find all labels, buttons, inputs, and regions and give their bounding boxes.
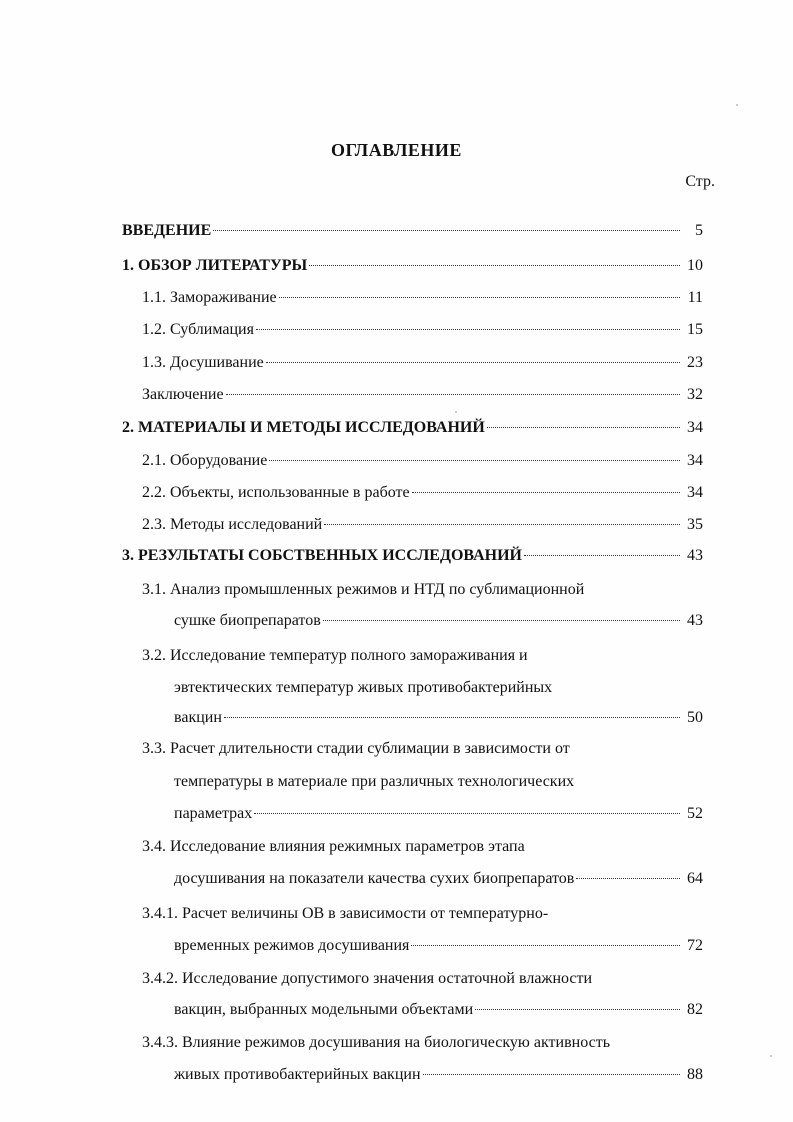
toc-label: 2.1. Оборудование	[142, 452, 268, 469]
toc-page-number: 10	[687, 257, 703, 274]
leader-dots	[269, 460, 680, 461]
toc-page-number: 35	[687, 516, 703, 533]
toc-entry-3-4-line1[interactable]: 3.4. Исследование влияния режимных параметров этапа	[142, 838, 525, 855]
page-title: ОГЛАВЛЕНИЕ	[331, 140, 462, 160]
toc-entry-2-3[interactable]	[142, 516, 703, 540]
toc-page-number: 82	[687, 1001, 703, 1018]
toc-entry-3-4-2[interactable]	[174, 1001, 703, 1025]
toc-label: 1.2. Сублимация	[142, 321, 254, 338]
leader-dots	[256, 329, 680, 330]
toc-page-number: 15	[687, 321, 703, 338]
toc-label: 3. РЕЗУЛЬТАТЫ СОБСТВЕННЫХ ИССЛЕДОВАНИЙ	[122, 547, 522, 564]
toc-entry-3-1[interactable]	[174, 612, 703, 636]
toc-entry-2-1[interactable]	[142, 452, 703, 476]
toc-entry-3-2[interactable]	[174, 709, 703, 733]
leader-dots	[213, 230, 680, 231]
toc-entry-3-4-1[interactable]	[174, 937, 703, 961]
toc-page-number: 72	[687, 937, 703, 954]
toc-entry-2-2[interactable]	[142, 484, 703, 508]
toc-label: 1. ОБЗОР ЛИТЕРАТУРЫ	[122, 257, 308, 274]
toc-label: Заключение	[142, 386, 224, 403]
toc-page-number: 32	[687, 386, 703, 403]
toc-page-number: 11	[687, 289, 703, 306]
leader-dots	[412, 492, 680, 493]
toc-entry-3-3-line2[interactable]: температуры в материале при различных технологических	[174, 773, 575, 790]
toc-entry-3-4-3[interactable]	[174, 1066, 703, 1090]
toc-entry-3-3[interactable]	[174, 805, 703, 829]
leader-dots	[576, 878, 680, 879]
toc-entry-1-3[interactable]	[142, 354, 703, 378]
leader-dots	[524, 555, 680, 556]
toc-page-number: 64	[687, 870, 703, 887]
scan-speck	[736, 104, 738, 106]
toc-label: досушивания на показатели качества сухих биопрепаратов	[174, 870, 575, 887]
toc-entry-3-4-2-line1[interactable]: 3.4.2. Исследование допустимого значения остаточной влажности	[142, 970, 593, 987]
toc-entry-chapter-2[interactable]	[122, 419, 703, 443]
toc-entry-3-4-3-line1[interactable]: 3.4.3. Влияние режимов досушивания на биологическую активность	[142, 1034, 610, 1051]
toc-label: живых противобактерийных вакцин	[174, 1066, 421, 1083]
toc-page-number: 34	[687, 419, 703, 436]
toc-entry-chapter-1[interactable]	[122, 257, 703, 281]
toc-page-number: 50	[687, 709, 703, 726]
toc-entry-chapter-3[interactable]	[122, 547, 703, 571]
toc-entry-3-2-line1[interactable]: 3.2. Исследование температур полного замораживания и	[142, 647, 528, 664]
toc-page-number: 43	[687, 612, 703, 629]
toc-page-number: 23	[687, 354, 703, 371]
leader-dots	[423, 1074, 680, 1075]
toc-page-number: 34	[687, 484, 703, 501]
leader-dots	[279, 297, 680, 298]
toc-entry-3-2-line2[interactable]: эвтектических температур живых противобактерийных	[174, 679, 553, 696]
toc-label: 2.3. Методы исследований	[142, 516, 323, 533]
leader-dots	[324, 524, 680, 525]
toc-entry-1-1[interactable]	[142, 289, 703, 313]
toc-entry-3-4-1-line1[interactable]: 3.4.1. Расчет величины ОВ в зависимости от температурно-	[142, 905, 549, 922]
toc-entry-3-1-line1[interactable]: 3.1. Анализ промышленных режимов и НТД по сублимационной	[142, 581, 585, 598]
toc-label: 2. МАТЕРИАЛЫ И МЕТОДЫ ИССЛЕДОВАНИЙ	[122, 419, 485, 436]
leader-dots	[411, 945, 680, 946]
toc-page-number: 88	[687, 1066, 703, 1083]
page-column-label: Стр.	[685, 173, 715, 190]
leader-dots	[224, 717, 680, 718]
toc-label: вакцин, выбранных модельными объектами	[174, 1001, 474, 1018]
toc-label: вакцин	[174, 709, 222, 726]
leader-dots	[309, 265, 680, 266]
leader-dots	[487, 427, 680, 428]
toc-label: 1.1. Замораживание	[142, 289, 277, 306]
leader-dots	[475, 1009, 680, 1010]
leader-dots	[226, 394, 680, 395]
toc-label: параметрах	[174, 805, 253, 822]
toc-label: 2.2. Объекты, использованные в работе	[142, 484, 410, 501]
toc-label: ВВЕДЕНИЕ	[122, 222, 212, 239]
toc-page-number: 52	[687, 805, 703, 822]
toc-entry-conclusion[interactable]	[142, 386, 703, 410]
toc-entry-intro[interactable]	[122, 222, 703, 246]
toc-page-number: 5	[695, 222, 703, 239]
toc-page-number: 34	[687, 452, 703, 469]
toc-label: временных режимов досушивания	[174, 937, 410, 954]
toc-label: сушке биопрепаратов	[174, 612, 321, 629]
toc-label: 1.3. Досушивание	[142, 354, 264, 371]
scan-speck	[455, 411, 457, 413]
leader-dots	[323, 620, 680, 621]
leader-dots	[266, 362, 680, 363]
toc-entry-3-4[interactable]	[174, 870, 703, 894]
toc-entry-3-3-line1[interactable]: 3.3. Расчет длительности стадии сублимации в зависимости от	[142, 740, 570, 757]
leader-dots	[254, 813, 680, 814]
scan-speck	[770, 1055, 772, 1057]
toc-page-number: 43	[687, 547, 703, 564]
toc-entry-1-2[interactable]	[142, 321, 703, 345]
